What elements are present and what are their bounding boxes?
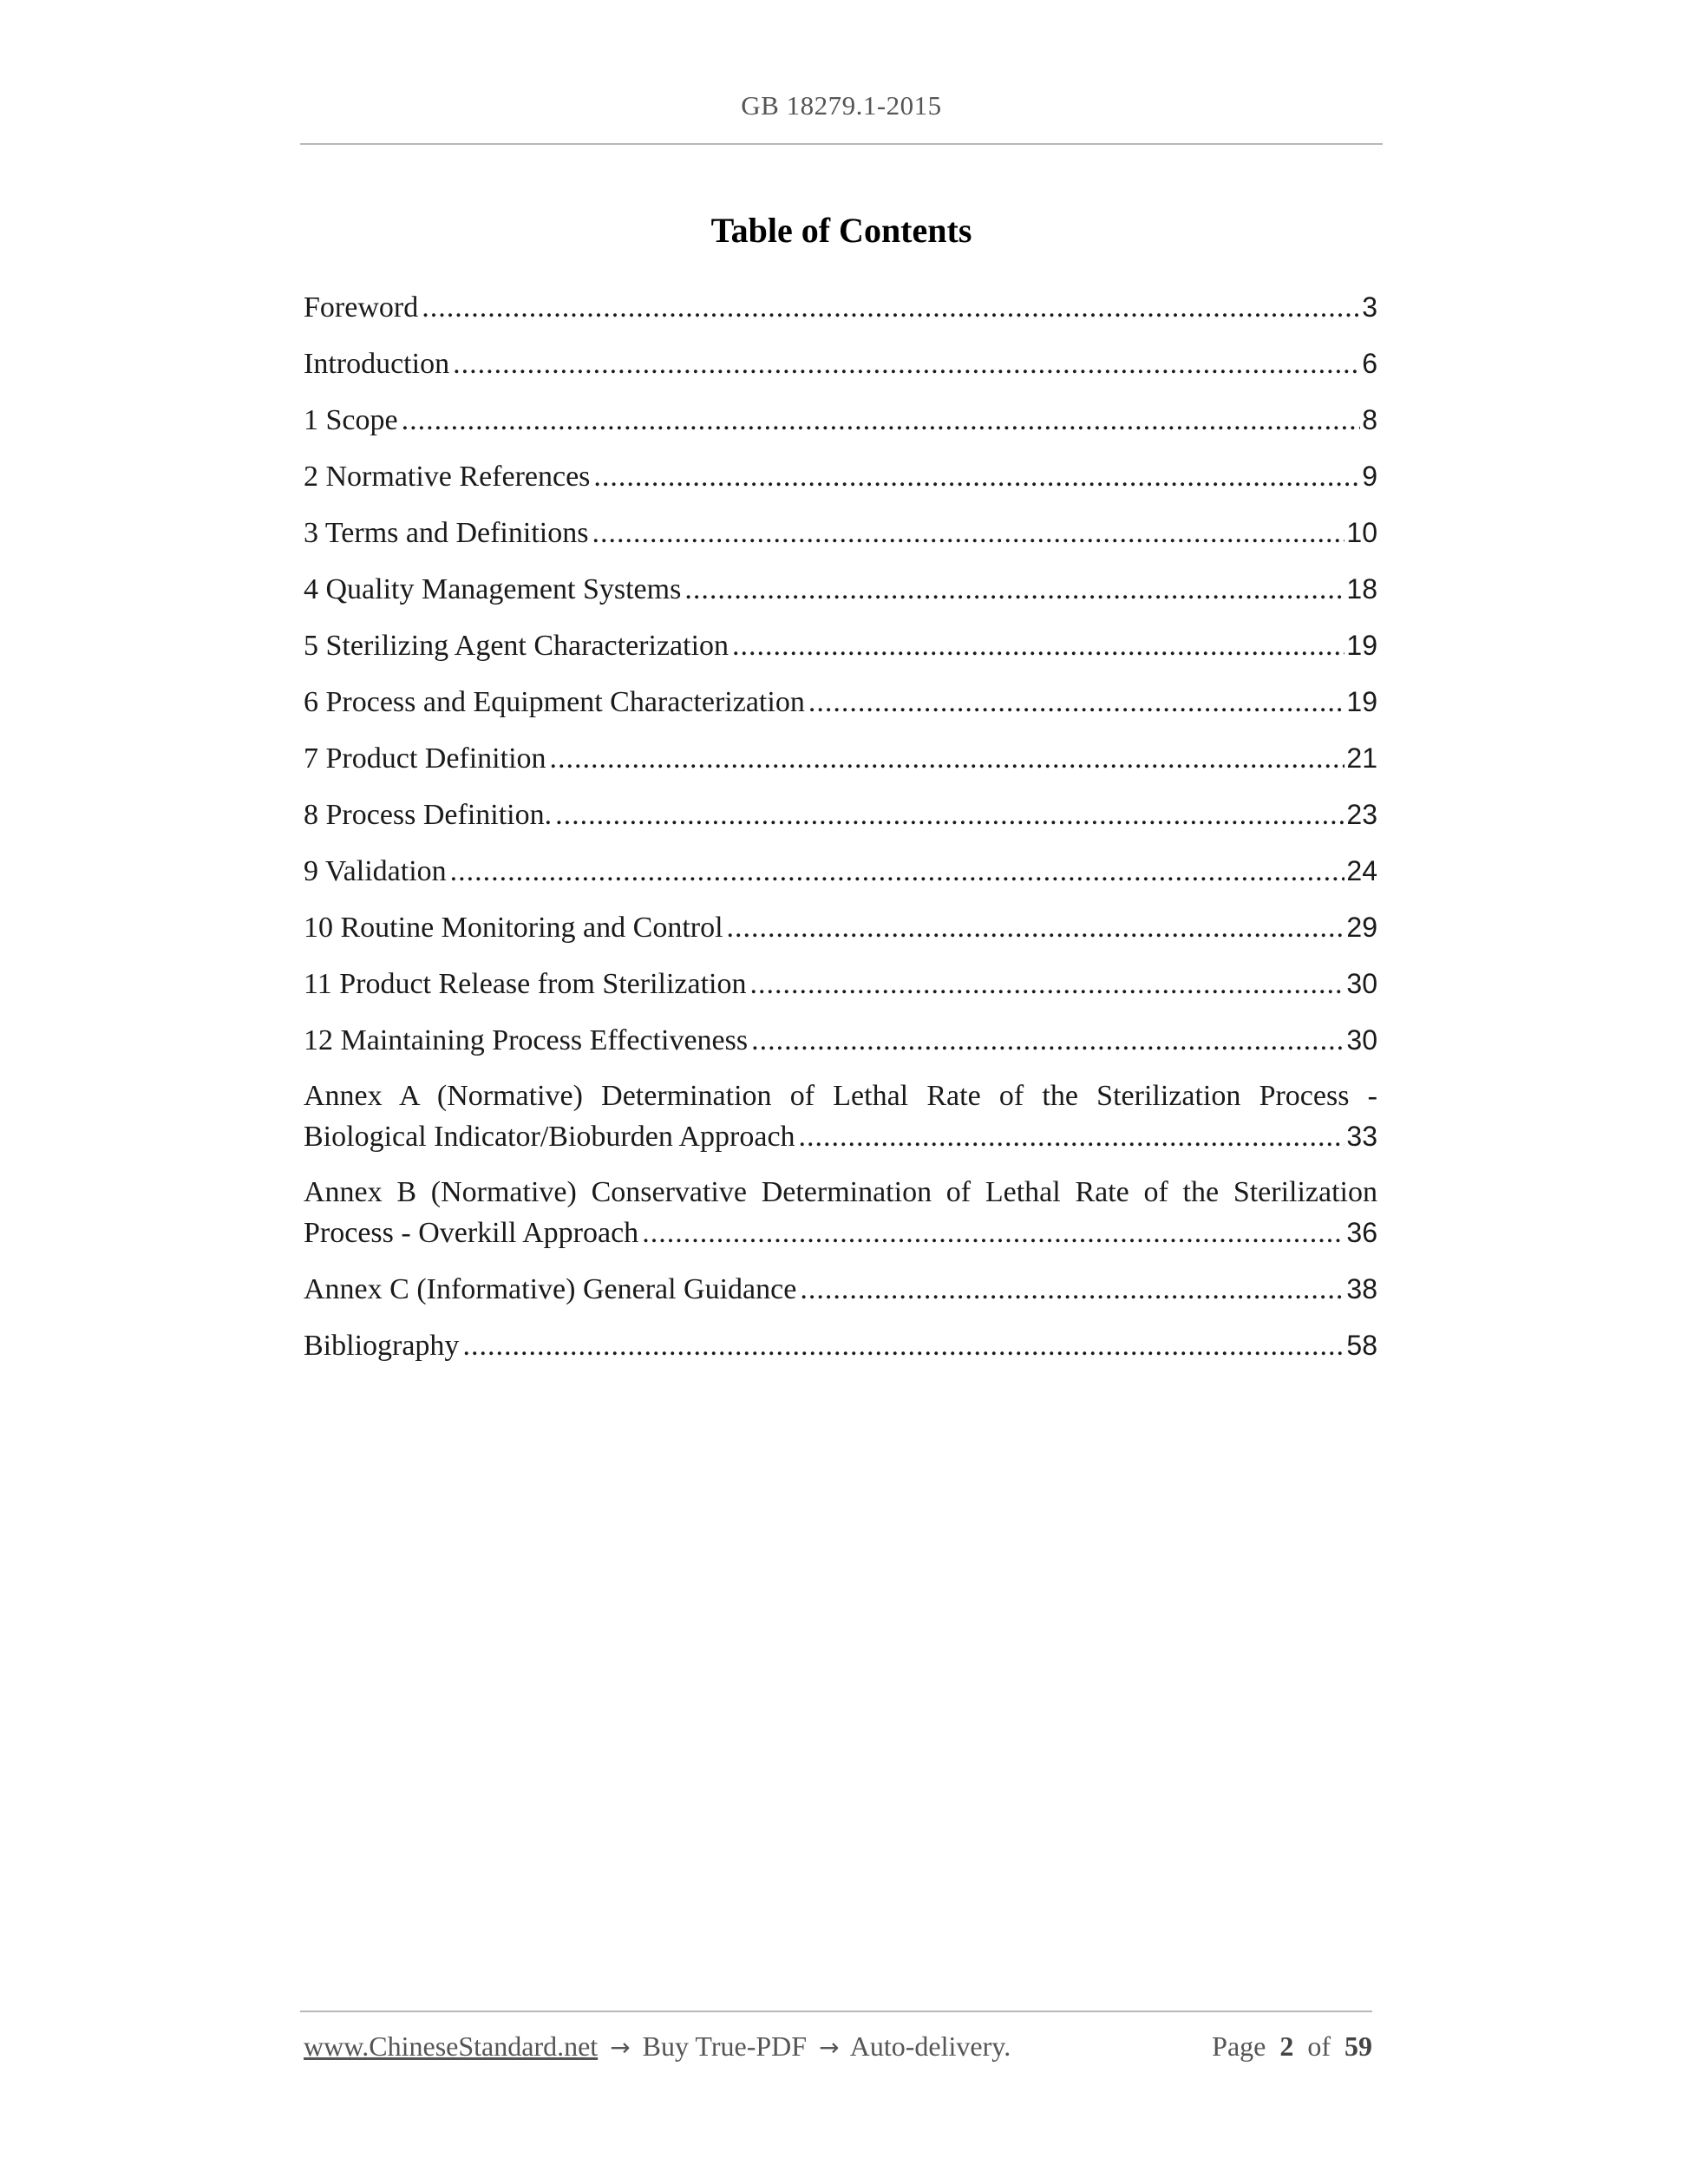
toc-entry-scope[interactable] — [304, 400, 1377, 441]
toc-entry-page: 23 — [1346, 799, 1377, 830]
toc-entry-normative-references[interactable] — [304, 456, 1377, 497]
arrow-right-icon: → — [819, 2033, 840, 2062]
toc-leader-dots — [751, 1021, 1345, 1061]
toc-leader-dots — [453, 344, 1360, 384]
toc-leader-dots — [732, 626, 1345, 666]
page-total: 59 — [1345, 2030, 1372, 2062]
toc-leader-dots — [684, 570, 1345, 610]
toc-entry-label-line1: Annex B (Normative) Conservative Determination of Lethal Rate of the Sterilization — [304, 1176, 1377, 1208]
toc-leader-dots — [642, 1213, 1345, 1253]
toc-leader-dots — [592, 513, 1345, 553]
toc-leader-dots — [800, 1270, 1345, 1310]
toc-entry-quality-management[interactable] — [304, 569, 1377, 610]
toc-entry-label: 2 Normative References — [304, 461, 591, 493]
toc-leader-dots — [799, 1117, 1345, 1157]
toc-leader-dots — [402, 401, 1361, 441]
toc-leader-dots — [462, 1326, 1345, 1366]
toc-entry-label: Annex C (Informative) General Guidance — [304, 1273, 797, 1305]
toc-entry-label: 5 Sterilizing Agent Characterization — [304, 630, 730, 662]
toc-entry-page: 18 — [1346, 573, 1377, 605]
toc-entry-page: 29 — [1346, 912, 1377, 943]
toc-entry-page: 3 — [1362, 291, 1377, 323]
toc-entry-annex-b[interactable] — [304, 1173, 1377, 1253]
toc-entry-process-equipment[interactable] — [304, 682, 1377, 723]
toc-leader-dots — [593, 457, 1360, 497]
toc-entry-label: 7 Product Definition — [304, 742, 546, 775]
toc-leader-dots — [422, 288, 1360, 328]
toc-entry-introduction[interactable] — [304, 343, 1377, 384]
toc-entry-page: 10 — [1346, 517, 1377, 548]
toc-entry-label: 8 Process Definition. — [304, 799, 553, 831]
toc-entry-page: 19 — [1346, 630, 1377, 661]
toc-entry-annex-c[interactable] — [304, 1269, 1377, 1310]
toc-entry-page: 58 — [1346, 1330, 1377, 1361]
website-link[interactable]: www.ChineseStandard.net — [304, 2030, 599, 2062]
toc-title: Table of Contents — [710, 211, 972, 250]
toc-entry-annex-a[interactable] — [304, 1076, 1377, 1157]
buy-pdf-text: Buy True-PDF — [642, 2030, 808, 2062]
toc-entry-label: Foreword — [304, 291, 419, 324]
toc-entry-maintaining-effectiveness[interactable] — [304, 1020, 1377, 1061]
of-word: of — [1307, 2030, 1331, 2062]
auto-delivery-text: Auto-delivery. — [849, 2030, 1011, 2062]
toc-entry-page: 21 — [1346, 742, 1377, 774]
page-word: Page — [1212, 2030, 1266, 2062]
toc-entry-label: 1 Scope — [304, 404, 398, 436]
toc-entry-page: 38 — [1346, 1273, 1377, 1305]
header-divider — [300, 143, 1383, 145]
toc-entry-label-line2: Biological Indicator/Bioburden Approach — [304, 1121, 795, 1153]
toc-entry-label: 12 Maintaining Process Effectiveness — [304, 1024, 749, 1056]
arrow-right-icon: → — [610, 2033, 631, 2062]
toc-entry-page: 6 — [1362, 348, 1377, 379]
toc-entry-sterilizing-agent[interactable] — [304, 625, 1377, 666]
toc-entry-label: 4 Quality Management Systems — [304, 573, 682, 605]
footer-promo — [304, 2030, 1011, 2063]
toc-entry-product-release[interactable] — [304, 964, 1377, 1004]
toc-entry-page: 30 — [1346, 968, 1377, 999]
toc-entry-page: 8 — [1362, 404, 1377, 435]
toc-list — [304, 287, 1377, 1382]
page-current: 2 — [1279, 2030, 1294, 2062]
toc-entry-label-line2: Process - Overkill Approach — [304, 1217, 639, 1249]
toc-leader-dots — [727, 908, 1345, 948]
toc-leader-dots — [808, 683, 1345, 723]
toc-entry-label: 10 Routine Monitoring and Control — [304, 912, 723, 944]
toc-entry-validation[interactable] — [304, 851, 1377, 892]
toc-entry-page: 19 — [1346, 686, 1377, 717]
page-indicator — [1212, 2030, 1372, 2063]
toc-entry-label: 6 Process and Equipment Characterization — [304, 686, 805, 718]
footer-divider — [300, 2011, 1372, 2012]
document-id: GB 18279.1-2015 — [741, 90, 942, 121]
toc-leader-dots — [750, 964, 1345, 1004]
toc-entry-page: 9 — [1362, 461, 1377, 492]
toc-leader-dots — [555, 795, 1345, 835]
toc-entry-page: 36 — [1346, 1217, 1377, 1248]
toc-entry-label: 11 Product Release from Sterilization — [304, 968, 747, 1000]
toc-entry-label-line1: Annex A (Normative) Determination of Lethal Rate of the Sterilization Process - — [304, 1080, 1377, 1112]
toc-entry-process-definition[interactable] — [304, 794, 1377, 835]
toc-entry-label: 3 Terms and Definitions — [304, 517, 589, 549]
toc-entry-foreword[interactable] — [304, 287, 1377, 328]
toc-leader-dots — [550, 739, 1345, 779]
toc-entry-routine-monitoring[interactable] — [304, 907, 1377, 948]
toc-entry-page: 30 — [1346, 1024, 1377, 1056]
document-header — [300, 90, 1383, 121]
toc-entry-label: Introduction — [304, 348, 450, 380]
toc-entry-terms-definitions[interactable] — [304, 513, 1377, 553]
page-footer — [304, 2030, 1372, 2063]
toc-entry-label: 9 Validation — [304, 855, 447, 887]
toc-entry-bibliography[interactable] — [304, 1325, 1377, 1366]
toc-leader-dots — [450, 852, 1345, 892]
toc-entry-page: 33 — [1346, 1121, 1377, 1152]
toc-entry-product-definition[interactable] — [304, 738, 1377, 779]
toc-entry-label: Bibliography — [304, 1330, 460, 1362]
toc-entry-page: 24 — [1346, 855, 1377, 886]
